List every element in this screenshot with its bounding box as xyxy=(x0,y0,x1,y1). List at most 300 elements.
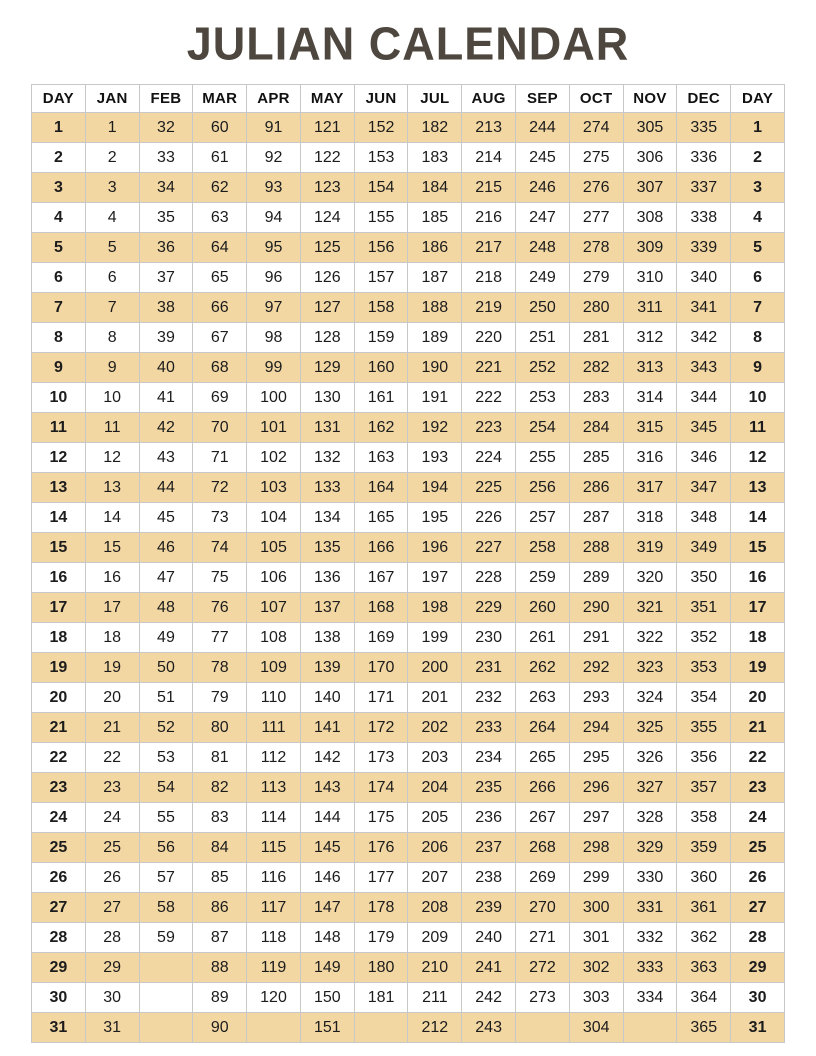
cell-day-left: 15 xyxy=(32,533,86,563)
cell-jun: 169 xyxy=(354,623,408,653)
cell-day-right: 7 xyxy=(731,293,785,323)
cell-day-right: 1 xyxy=(731,113,785,143)
cell-jun: 180 xyxy=(354,953,408,983)
cell-sep: 248 xyxy=(516,233,570,263)
cell-may: 140 xyxy=(300,683,354,713)
cell-day-left: 20 xyxy=(32,683,86,713)
cell-may: 141 xyxy=(300,713,354,743)
cell-mar: 85 xyxy=(193,863,247,893)
column-header-day-left: DAY xyxy=(32,85,86,113)
table-row xyxy=(32,683,785,713)
cell-nov: 317 xyxy=(623,473,677,503)
cell-jan: 10 xyxy=(85,383,139,413)
cell-apr: 97 xyxy=(247,293,301,323)
cell-nov: 325 xyxy=(623,713,677,743)
cell-jan: 6 xyxy=(85,263,139,293)
cell-dec: 356 xyxy=(677,743,731,773)
cell-dec: 340 xyxy=(677,263,731,293)
cell-may: 149 xyxy=(300,953,354,983)
table-row xyxy=(32,863,785,893)
cell-sep: 253 xyxy=(516,383,570,413)
cell-day-right: 13 xyxy=(731,473,785,503)
cell-jul: 202 xyxy=(408,713,462,743)
cell-jan: 27 xyxy=(85,893,139,923)
cell-jan: 1 xyxy=(85,113,139,143)
cell-aug: 226 xyxy=(462,503,516,533)
cell-jul: 189 xyxy=(408,323,462,353)
cell-dec: 363 xyxy=(677,953,731,983)
cell-nov: 326 xyxy=(623,743,677,773)
cell-oct: 291 xyxy=(569,623,623,653)
column-header-jun: JUN xyxy=(354,85,408,113)
cell-oct: 295 xyxy=(569,743,623,773)
cell-aug: 224 xyxy=(462,443,516,473)
cell-jan: 7 xyxy=(85,293,139,323)
table-row xyxy=(32,443,785,473)
cell-oct: 298 xyxy=(569,833,623,863)
table-row xyxy=(32,923,785,953)
cell-mar: 79 xyxy=(193,683,247,713)
cell-feb: 56 xyxy=(139,833,193,863)
cell-sep: 263 xyxy=(516,683,570,713)
table-row xyxy=(32,353,785,383)
cell-jul: 205 xyxy=(408,803,462,833)
table-row xyxy=(32,323,785,353)
cell-jun: 163 xyxy=(354,443,408,473)
cell-day-left: 22 xyxy=(32,743,86,773)
cell-apr: 104 xyxy=(247,503,301,533)
cell-nov: 324 xyxy=(623,683,677,713)
cell-dec: 344 xyxy=(677,383,731,413)
column-header-may: MAY xyxy=(300,85,354,113)
cell-mar: 69 xyxy=(193,383,247,413)
cell-apr xyxy=(247,1013,301,1043)
cell-jul: 184 xyxy=(408,173,462,203)
cell-oct: 288 xyxy=(569,533,623,563)
cell-may: 145 xyxy=(300,833,354,863)
cell-oct: 294 xyxy=(569,713,623,743)
cell-jul: 208 xyxy=(408,893,462,923)
cell-jul: 201 xyxy=(408,683,462,713)
cell-may: 143 xyxy=(300,773,354,803)
cell-sep: 262 xyxy=(516,653,570,683)
cell-oct: 276 xyxy=(569,173,623,203)
cell-sep: 261 xyxy=(516,623,570,653)
cell-feb xyxy=(139,1013,193,1043)
table-row xyxy=(32,623,785,653)
cell-oct: 301 xyxy=(569,923,623,953)
cell-nov: 316 xyxy=(623,443,677,473)
cell-jul: 211 xyxy=(408,983,462,1013)
cell-aug: 219 xyxy=(462,293,516,323)
cell-dec: 360 xyxy=(677,863,731,893)
cell-day-right: 22 xyxy=(731,743,785,773)
table-row xyxy=(32,173,785,203)
cell-apr: 119 xyxy=(247,953,301,983)
cell-may: 128 xyxy=(300,323,354,353)
cell-jul: 198 xyxy=(408,593,462,623)
cell-jul: 209 xyxy=(408,923,462,953)
cell-jun: 159 xyxy=(354,323,408,353)
cell-jul: 183 xyxy=(408,143,462,173)
cell-sep: 250 xyxy=(516,293,570,323)
cell-mar: 80 xyxy=(193,713,247,743)
cell-may: 130 xyxy=(300,383,354,413)
cell-dec: 349 xyxy=(677,533,731,563)
cell-apr: 101 xyxy=(247,413,301,443)
cell-sep: 269 xyxy=(516,863,570,893)
cell-apr: 109 xyxy=(247,653,301,683)
cell-feb: 50 xyxy=(139,653,193,683)
cell-nov: 309 xyxy=(623,233,677,263)
column-header-oct: OCT xyxy=(569,85,623,113)
cell-jun: 152 xyxy=(354,113,408,143)
cell-jan: 2 xyxy=(85,143,139,173)
table-row xyxy=(32,833,785,863)
cell-aug: 217 xyxy=(462,233,516,263)
cell-dec: 355 xyxy=(677,713,731,743)
cell-jun: 165 xyxy=(354,503,408,533)
cell-aug: 243 xyxy=(462,1013,516,1043)
cell-day-left: 1 xyxy=(32,113,86,143)
cell-dec: 357 xyxy=(677,773,731,803)
cell-sep: 255 xyxy=(516,443,570,473)
cell-day-right: 3 xyxy=(731,173,785,203)
cell-day-right: 27 xyxy=(731,893,785,923)
cell-day-left: 30 xyxy=(32,983,86,1013)
cell-oct: 289 xyxy=(569,563,623,593)
cell-sep: 268 xyxy=(516,833,570,863)
cell-may: 129 xyxy=(300,353,354,383)
cell-jan: 5 xyxy=(85,233,139,263)
cell-day-left: 2 xyxy=(32,143,86,173)
cell-jan: 17 xyxy=(85,593,139,623)
column-header-nov: NOV xyxy=(623,85,677,113)
cell-day-right: 4 xyxy=(731,203,785,233)
cell-oct: 283 xyxy=(569,383,623,413)
cell-feb: 33 xyxy=(139,143,193,173)
cell-apr: 100 xyxy=(247,383,301,413)
cell-mar: 76 xyxy=(193,593,247,623)
table-row xyxy=(32,773,785,803)
cell-jun: 154 xyxy=(354,173,408,203)
cell-dec: 361 xyxy=(677,893,731,923)
cell-mar: 83 xyxy=(193,803,247,833)
cell-oct: 279 xyxy=(569,263,623,293)
cell-oct: 274 xyxy=(569,113,623,143)
cell-day-left: 28 xyxy=(32,923,86,953)
cell-mar: 75 xyxy=(193,563,247,593)
cell-dec: 339 xyxy=(677,233,731,263)
cell-mar: 71 xyxy=(193,443,247,473)
cell-jun: 179 xyxy=(354,923,408,953)
cell-mar: 82 xyxy=(193,773,247,803)
cell-sep: 256 xyxy=(516,473,570,503)
cell-mar: 62 xyxy=(193,173,247,203)
table-row xyxy=(32,593,785,623)
cell-apr: 93 xyxy=(247,173,301,203)
cell-sep: 259 xyxy=(516,563,570,593)
cell-mar: 81 xyxy=(193,743,247,773)
cell-jun: 176 xyxy=(354,833,408,863)
cell-may: 137 xyxy=(300,593,354,623)
cell-feb: 43 xyxy=(139,443,193,473)
cell-aug: 238 xyxy=(462,863,516,893)
cell-jun: 168 xyxy=(354,593,408,623)
cell-jan: 21 xyxy=(85,713,139,743)
cell-oct: 290 xyxy=(569,593,623,623)
cell-may: 132 xyxy=(300,443,354,473)
cell-apr: 103 xyxy=(247,473,301,503)
cell-apr: 112 xyxy=(247,743,301,773)
cell-day-right: 30 xyxy=(731,983,785,1013)
cell-jul: 187 xyxy=(408,263,462,293)
cell-day-right: 28 xyxy=(731,923,785,953)
cell-aug: 240 xyxy=(462,923,516,953)
cell-dec: 350 xyxy=(677,563,731,593)
table-row xyxy=(32,563,785,593)
cell-nov: 312 xyxy=(623,323,677,353)
cell-may: 142 xyxy=(300,743,354,773)
cell-jan: 28 xyxy=(85,923,139,953)
cell-day-left: 6 xyxy=(32,263,86,293)
cell-may: 144 xyxy=(300,803,354,833)
cell-nov: 314 xyxy=(623,383,677,413)
cell-nov: 318 xyxy=(623,503,677,533)
cell-feb: 47 xyxy=(139,563,193,593)
cell-apr: 91 xyxy=(247,113,301,143)
cell-day-left: 21 xyxy=(32,713,86,743)
cell-feb: 44 xyxy=(139,473,193,503)
cell-day-left: 8 xyxy=(32,323,86,353)
cell-jan: 9 xyxy=(85,353,139,383)
cell-jan: 29 xyxy=(85,953,139,983)
cell-dec: 336 xyxy=(677,143,731,173)
cell-jul: 199 xyxy=(408,623,462,653)
cell-sep: 267 xyxy=(516,803,570,833)
cell-day-right: 16 xyxy=(731,563,785,593)
cell-oct: 292 xyxy=(569,653,623,683)
cell-aug: 237 xyxy=(462,833,516,863)
cell-day-right: 8 xyxy=(731,323,785,353)
cell-mar: 84 xyxy=(193,833,247,863)
cell-aug: 221 xyxy=(462,353,516,383)
cell-feb: 54 xyxy=(139,773,193,803)
cell-dec: 342 xyxy=(677,323,731,353)
cell-feb: 38 xyxy=(139,293,193,323)
cell-oct: 296 xyxy=(569,773,623,803)
julian-calendar-table xyxy=(31,84,785,1043)
cell-oct: 285 xyxy=(569,443,623,473)
cell-apr: 111 xyxy=(247,713,301,743)
cell-day-right: 15 xyxy=(731,533,785,563)
cell-jun: 160 xyxy=(354,353,408,383)
table-row xyxy=(32,653,785,683)
cell-jun: 161 xyxy=(354,383,408,413)
cell-dec: 348 xyxy=(677,503,731,533)
cell-jun xyxy=(354,1013,408,1043)
table-row xyxy=(32,953,785,983)
cell-apr: 114 xyxy=(247,803,301,833)
cell-jul: 185 xyxy=(408,203,462,233)
cell-sep: 264 xyxy=(516,713,570,743)
cell-apr: 102 xyxy=(247,443,301,473)
cell-mar: 66 xyxy=(193,293,247,323)
cell-day-right: 25 xyxy=(731,833,785,863)
cell-nov: 313 xyxy=(623,353,677,383)
column-header-dec: DEC xyxy=(677,85,731,113)
cell-oct: 286 xyxy=(569,473,623,503)
cell-day-left: 25 xyxy=(32,833,86,863)
cell-jun: 174 xyxy=(354,773,408,803)
cell-may: 151 xyxy=(300,1013,354,1043)
cell-may: 127 xyxy=(300,293,354,323)
cell-feb: 42 xyxy=(139,413,193,443)
cell-apr: 107 xyxy=(247,593,301,623)
cell-nov: 311 xyxy=(623,293,677,323)
cell-jun: 162 xyxy=(354,413,408,443)
cell-apr: 118 xyxy=(247,923,301,953)
cell-nov: 321 xyxy=(623,593,677,623)
cell-sep: 260 xyxy=(516,593,570,623)
cell-jan: 8 xyxy=(85,323,139,353)
cell-nov: 308 xyxy=(623,203,677,233)
table-row xyxy=(32,473,785,503)
cell-sep: 270 xyxy=(516,893,570,923)
cell-jul: 203 xyxy=(408,743,462,773)
table-row xyxy=(32,233,785,263)
cell-jan: 20 xyxy=(85,683,139,713)
cell-day-right: 21 xyxy=(731,713,785,743)
table-row xyxy=(32,893,785,923)
cell-may: 148 xyxy=(300,923,354,953)
cell-mar: 67 xyxy=(193,323,247,353)
cell-sep: 271 xyxy=(516,923,570,953)
cell-oct: 303 xyxy=(569,983,623,1013)
cell-mar: 87 xyxy=(193,923,247,953)
cell-mar: 90 xyxy=(193,1013,247,1043)
cell-day-left: 10 xyxy=(32,383,86,413)
cell-may: 136 xyxy=(300,563,354,593)
cell-nov: 331 xyxy=(623,893,677,923)
cell-apr: 113 xyxy=(247,773,301,803)
table-row xyxy=(32,113,785,143)
cell-day-left: 17 xyxy=(32,593,86,623)
cell-aug: 216 xyxy=(462,203,516,233)
cell-sep: 265 xyxy=(516,743,570,773)
cell-nov: 310 xyxy=(623,263,677,293)
cell-aug: 227 xyxy=(462,533,516,563)
cell-day-left: 23 xyxy=(32,773,86,803)
cell-feb: 55 xyxy=(139,803,193,833)
cell-jun: 157 xyxy=(354,263,408,293)
cell-aug: 220 xyxy=(462,323,516,353)
cell-jul: 195 xyxy=(408,503,462,533)
cell-nov: 333 xyxy=(623,953,677,983)
column-header-jul: JUL xyxy=(408,85,462,113)
cell-jan: 25 xyxy=(85,833,139,863)
cell-oct: 280 xyxy=(569,293,623,323)
cell-day-right: 11 xyxy=(731,413,785,443)
cell-feb: 39 xyxy=(139,323,193,353)
cell-jun: 177 xyxy=(354,863,408,893)
cell-oct: 275 xyxy=(569,143,623,173)
cell-aug: 213 xyxy=(462,113,516,143)
cell-feb: 52 xyxy=(139,713,193,743)
cell-oct: 284 xyxy=(569,413,623,443)
cell-nov: 322 xyxy=(623,623,677,653)
cell-jan: 15 xyxy=(85,533,139,563)
cell-feb: 36 xyxy=(139,233,193,263)
cell-nov: 334 xyxy=(623,983,677,1013)
cell-nov: 323 xyxy=(623,653,677,683)
cell-day-left: 12 xyxy=(32,443,86,473)
cell-day-left: 27 xyxy=(32,893,86,923)
column-header-jan: JAN xyxy=(85,85,139,113)
cell-apr: 96 xyxy=(247,263,301,293)
cell-jan: 18 xyxy=(85,623,139,653)
cell-jul: 210 xyxy=(408,953,462,983)
cell-may: 135 xyxy=(300,533,354,563)
cell-aug: 214 xyxy=(462,143,516,173)
cell-jan: 31 xyxy=(85,1013,139,1043)
cell-aug: 233 xyxy=(462,713,516,743)
cell-jul: 212 xyxy=(408,1013,462,1043)
cell-jul: 197 xyxy=(408,563,462,593)
cell-sep: 246 xyxy=(516,173,570,203)
cell-nov: 330 xyxy=(623,863,677,893)
cell-feb: 37 xyxy=(139,263,193,293)
cell-nov: 329 xyxy=(623,833,677,863)
cell-apr: 92 xyxy=(247,143,301,173)
cell-dec: 337 xyxy=(677,173,731,203)
cell-dec: 335 xyxy=(677,113,731,143)
cell-dec: 346 xyxy=(677,443,731,473)
column-header-mar: MAR xyxy=(193,85,247,113)
cell-may: 122 xyxy=(300,143,354,173)
cell-mar: 86 xyxy=(193,893,247,923)
cell-day-left: 7 xyxy=(32,293,86,323)
cell-feb: 48 xyxy=(139,593,193,623)
cell-nov: 315 xyxy=(623,413,677,443)
cell-apr: 110 xyxy=(247,683,301,713)
cell-day-left: 11 xyxy=(32,413,86,443)
cell-may: 147 xyxy=(300,893,354,923)
cell-jan: 19 xyxy=(85,653,139,683)
column-header-aug: AUG xyxy=(462,85,516,113)
cell-nov: 328 xyxy=(623,803,677,833)
cell-feb: 57 xyxy=(139,863,193,893)
cell-jan: 12 xyxy=(85,443,139,473)
cell-jul: 204 xyxy=(408,773,462,803)
cell-jul: 192 xyxy=(408,413,462,443)
cell-oct: 277 xyxy=(569,203,623,233)
table-row xyxy=(32,983,785,1013)
cell-day-right: 29 xyxy=(731,953,785,983)
cell-jun: 153 xyxy=(354,143,408,173)
cell-day-left: 3 xyxy=(32,173,86,203)
cell-jun: 181 xyxy=(354,983,408,1013)
table-row xyxy=(32,533,785,563)
cell-apr: 98 xyxy=(247,323,301,353)
cell-jun: 167 xyxy=(354,563,408,593)
cell-oct: 297 xyxy=(569,803,623,833)
cell-mar: 72 xyxy=(193,473,247,503)
cell-mar: 60 xyxy=(193,113,247,143)
cell-mar: 74 xyxy=(193,533,247,563)
cell-jan: 16 xyxy=(85,563,139,593)
cell-jun: 166 xyxy=(354,533,408,563)
